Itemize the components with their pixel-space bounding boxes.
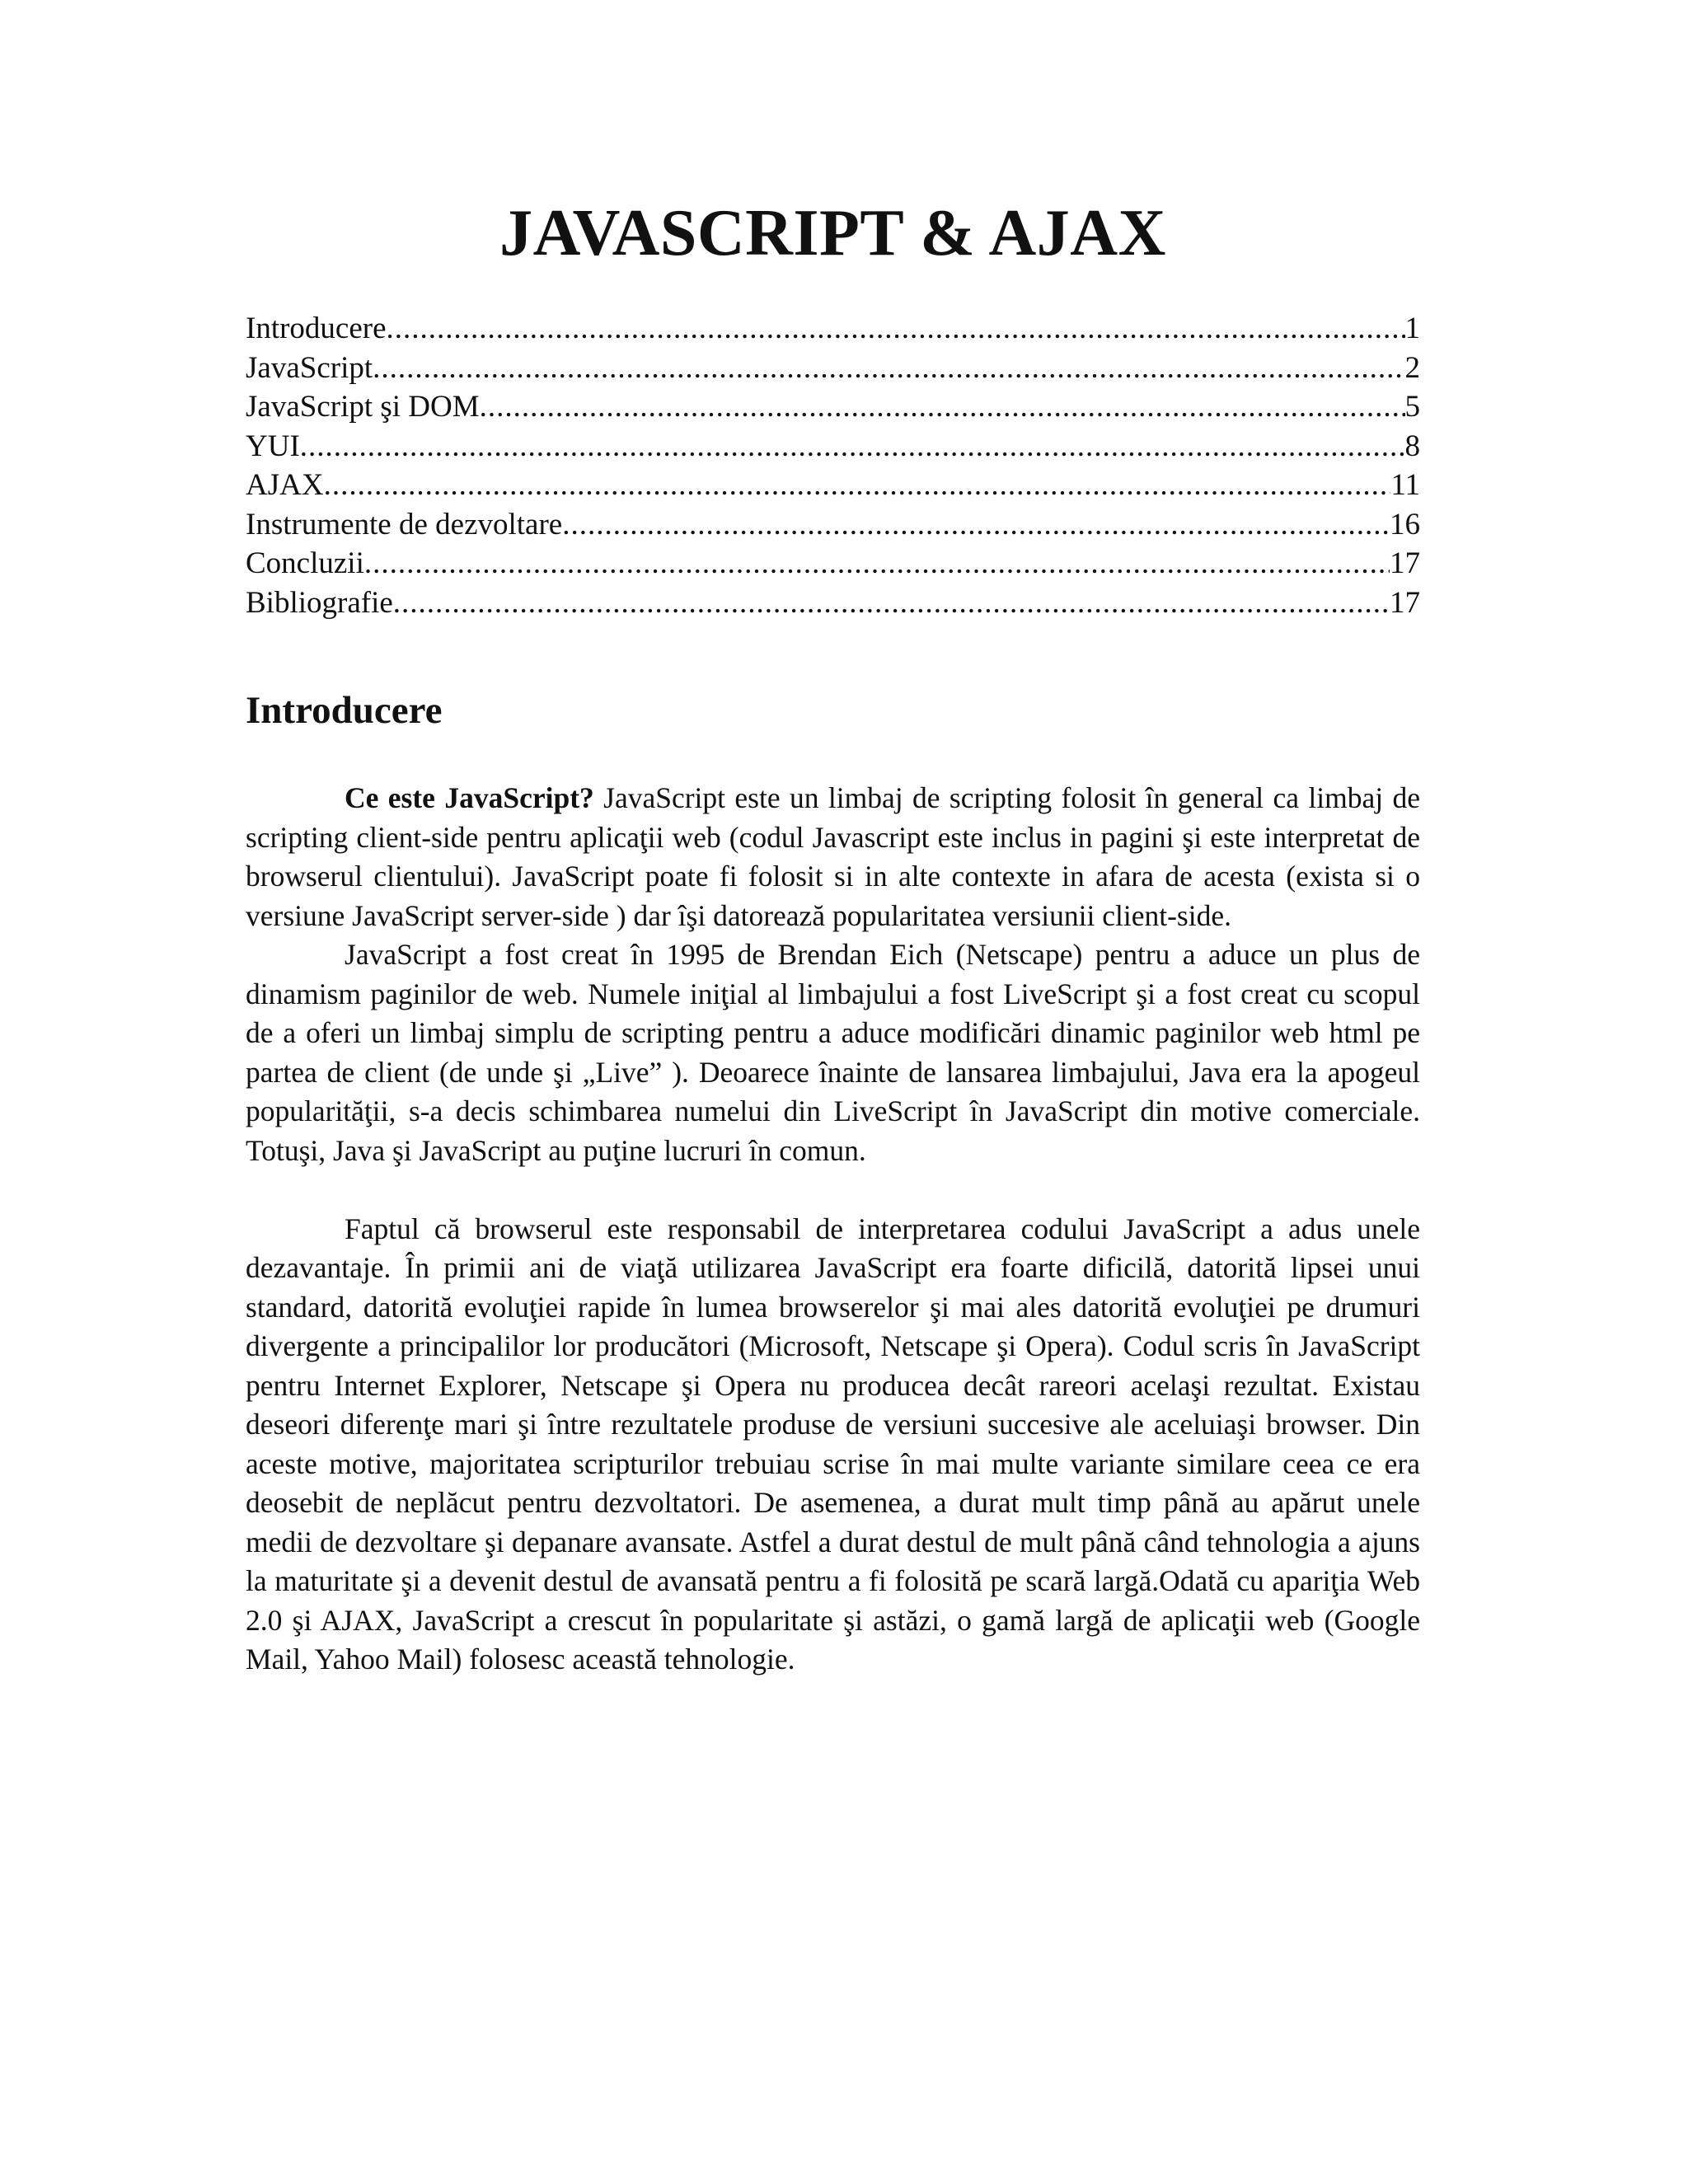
toc-entry-label: Concluzii: [246, 546, 364, 580]
toc-entry-page-number: 17: [1390, 546, 1420, 580]
toc-entry-page-number: 5: [1404, 390, 1420, 424]
toc-dot-leader: [300, 427, 1405, 466]
toc-entry-page-number: 17: [1390, 585, 1420, 620]
paragraph-text: JavaScript este un limbaj de scripting folosit în general ca limbaj de scripting client-side pentru aplicaţii web (codul Javascript este inclus in pagini şi este interpretat de browserul clientului). JavaScript poate fi folosit si in alte contexte in afara de acesta (exista si o versiune JavaScript server-side ) dar îşi datorează popularitatea versiunii client-side.: [246, 781, 1420, 932]
toc-entry-label: AJAX: [246, 468, 324, 502]
toc-entry-javascript[interactable]: [246, 349, 1420, 388]
toc-dot-leader: [324, 466, 1391, 505]
toc-entry-javascript-dom[interactable]: [246, 387, 1420, 427]
toc-entry-label: Bibliografie: [246, 585, 393, 620]
toc-dot-leader: [387, 309, 1405, 349]
toc-entry-instrumente[interactable]: [246, 505, 1420, 545]
toc-entry-page-number: 8: [1404, 429, 1420, 463]
toc-entry-page-number: 1: [1404, 312, 1420, 345]
document-title: JAVASCRIPT & AJAX: [499, 197, 1166, 269]
toc-entry-label: JavaScript: [246, 350, 373, 385]
paragraph-what-is-javascript: [246, 779, 1420, 935]
table-of-contents: [246, 309, 1420, 622]
toc-dot-leader: [393, 583, 1390, 623]
toc-dot-leader: [373, 349, 1404, 388]
toc-entry-label: Introducere: [246, 312, 387, 345]
toc-entry-concluzii[interactable]: [246, 544, 1420, 583]
toc-dot-leader: [364, 544, 1390, 583]
toc-dot-leader: [480, 387, 1405, 427]
toc-entry-page-number: 16: [1390, 507, 1420, 541]
paragraph-lead-question: Ce este JavaScript?: [345, 781, 594, 814]
toc-entry-yui[interactable]: [246, 427, 1420, 466]
paragraph-browser-issues: Faptul că browserul este responsabil de interpretarea codului JavaScript a adus unele dezavantaje. În primii ani de viaţă utilizarea JavaScript era foarte dificilă, datorită lipsei unui standard, datorită evoluţiei rapide în lumea browserelor şi mai ales datorită evoluţiei pe drumuri divergente a principalilor lor producători (Microsoft, Netscape şi Opera). Codul scris în JavaScript pentru Internet Explorer, Netscape şi Opera nu producea decât rareori acelaşi rezultat. Existau deseori diferenţe mari şi între rezultatele produse de versiuni succesive ale aceluiaşi browser. Din aceste motive, majoritatea scripturilor trebuiau scrise în mai multe variante similare ceea ce era deosebit de neplăcut pentru dezvoltatori. De asemenea, a durat mult timp până au apărut unele medii de dezvoltare şi depanare avansate. Astfel a durat destul de mult până când tehnologia a ajuns la maturitate şi a devenit destul de avansată pentru a fi folosită pe scară largă.Odată cu apariţia Web 2.0 şi AJAX, JavaScript a crescut în popularitate şi astăzi, o gamă largă de aplicaţii web (Google Mail, Yahoo Mail) folosesc această tehnologie.: [246, 1212, 1420, 1675]
section-body-introducere: [246, 779, 1420, 1680]
toc-entry-label: YUI: [246, 429, 300, 463]
toc-entry-introducere[interactable]: [246, 309, 1420, 349]
toc-dot-leader: [562, 505, 1390, 545]
toc-entry-ajax[interactable]: [246, 466, 1420, 505]
toc-entry-bibliografie[interactable]: [246, 583, 1420, 623]
paragraph-history: JavaScript a fost creat în 1995 de Brendan Eich (Netscape) pentru a aduce un plus de dinamism paginilor de web. Numele iniţial al limbajului a fost LiveScript şi a fost creat cu scopul de a oferi un limbaj simplu de scripting pentru a aduce modificări dinamic paginilor web html pe partea de client (de unde şi „Live” ). Deoarece înainte de lansarea limbajului, Java era la apogeul popularităţii, s-a decis schimbarea numelui din LiveScript în JavaScript din motive comerciale. Totuşi, Java şi JavaScript au puţine lucruri în comun.: [246, 938, 1420, 1167]
toc-entry-page-number: 11: [1390, 468, 1420, 502]
toc-entry-page-number: 2: [1404, 350, 1420, 385]
section-heading-introducere: Introducere: [246, 689, 443, 732]
toc-entry-label: Instrumente de dezvoltare: [246, 507, 563, 541]
toc-entry-label: JavaScript şi DOM: [246, 390, 480, 424]
